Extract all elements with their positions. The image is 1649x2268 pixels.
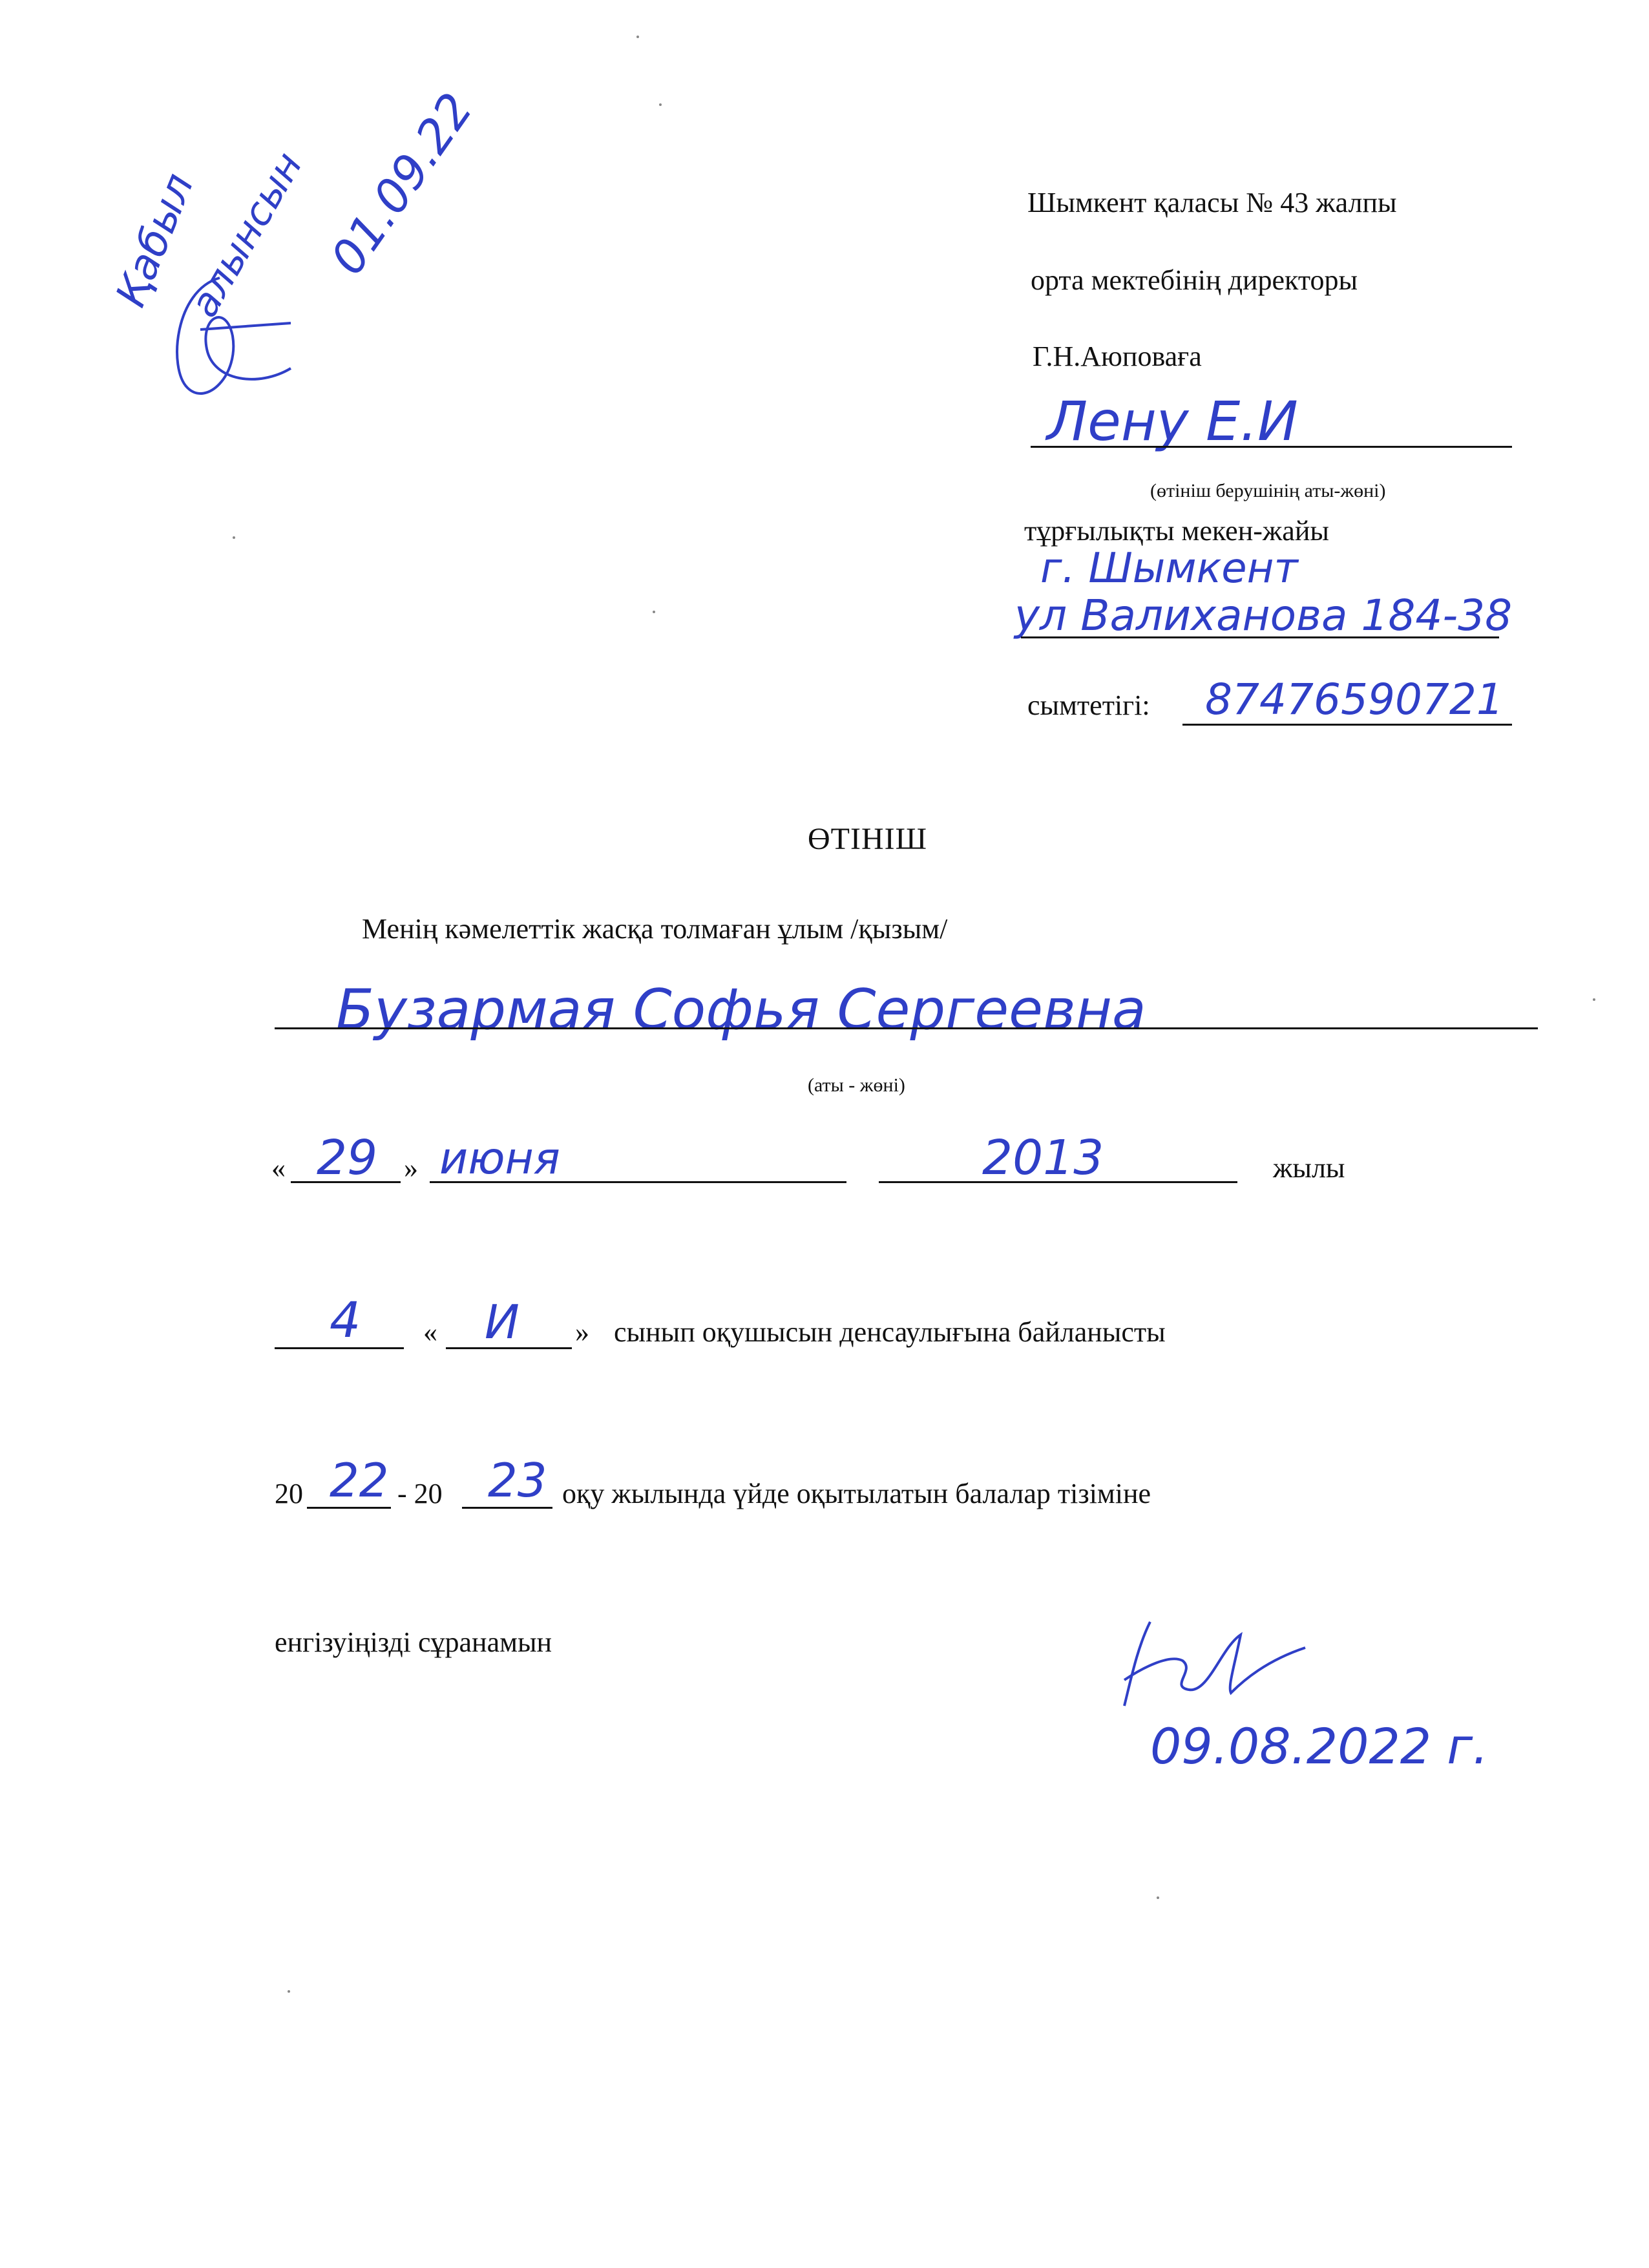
phone-label: сымтетігі: [1027,689,1150,721]
grade-number-line [275,1347,404,1349]
resolution-date: 01.09.22 [320,83,483,284]
scan-speck [233,536,235,539]
scan-speck [653,611,655,613]
year-dash: - 20 [397,1478,443,1509]
quote-open-birth: « [271,1152,286,1184]
year-to-line [462,1507,552,1509]
birth-month: июня [439,1133,560,1184]
year-from-line [307,1507,391,1509]
scan-speck [636,36,639,38]
address-line [1021,636,1499,638]
birth-day: 29 [317,1130,378,1186]
grade-number: 4 [330,1291,361,1349]
birth-day-line [291,1181,401,1183]
addressee-line-2: орта мектебінің директоры [1031,264,1358,296]
scan-speck [1593,998,1595,1001]
year-word: жылы [1273,1152,1345,1184]
applicant-signature [1111,1609,1325,1719]
quote-close-birth: » [404,1152,418,1184]
phone-number: 87476590721 [1205,675,1504,724]
resolution-word-1: Қабыл [107,167,204,314]
birth-month-line [430,1181,846,1183]
scan-speck [288,1990,290,1993]
year-from: 22 [330,1453,389,1507]
resolution-word-2: алынсын [181,144,311,325]
applicant-name-line [1031,446,1512,448]
address-city: г. Шымкент [1040,545,1298,593]
quote-close-class: » [575,1316,589,1348]
applicant-name: Лену Е.И [1047,390,1298,453]
year-prefix: 20 [275,1478,303,1509]
year-to: 23 [488,1453,547,1507]
scan-speck [659,103,662,106]
child-name-caption: (аты - жөні) [808,1075,905,1096]
grade-letter-line [446,1347,572,1349]
birth-year: 2013 [982,1130,1104,1186]
intro-text: Менің кәмелеттік жасқа толмаған ұлым /қызым/ [362,913,948,945]
scan-speck [1157,1896,1159,1899]
class-text: сынып оқушысын денсаулығына байланысты [614,1316,1166,1348]
phone-line [1182,724,1512,726]
sign-date: 09.08.2022 г. [1150,1717,1489,1775]
grade-letter: И [485,1295,520,1349]
birth-year-line [879,1181,1237,1183]
closing-text: енгізуіңізді сұранамын [275,1626,552,1658]
child-name: Бузармая Софья Сергеевна [336,978,1146,1042]
address-label: тұрғылықты мекен-жайы [1024,515,1329,547]
addressee-line-3: Г.Н.Аюповаға [1033,341,1202,372]
address-street: ул Валиханова 184-38 [1014,591,1513,640]
document-title: ӨТІНІШ [808,822,928,856]
child-name-line [275,1027,1538,1029]
resolution-signature [162,258,310,414]
applicant-caption: (өтініш берушінің аты-жөні) [1150,480,1386,501]
year-suffix: оқу жылында үйде оқытылатын балалар тізіміне [562,1478,1151,1509]
quote-open-class: « [423,1316,437,1348]
addressee-line-1: Шымкент қаласы № 43 жалпы [1027,187,1397,218]
